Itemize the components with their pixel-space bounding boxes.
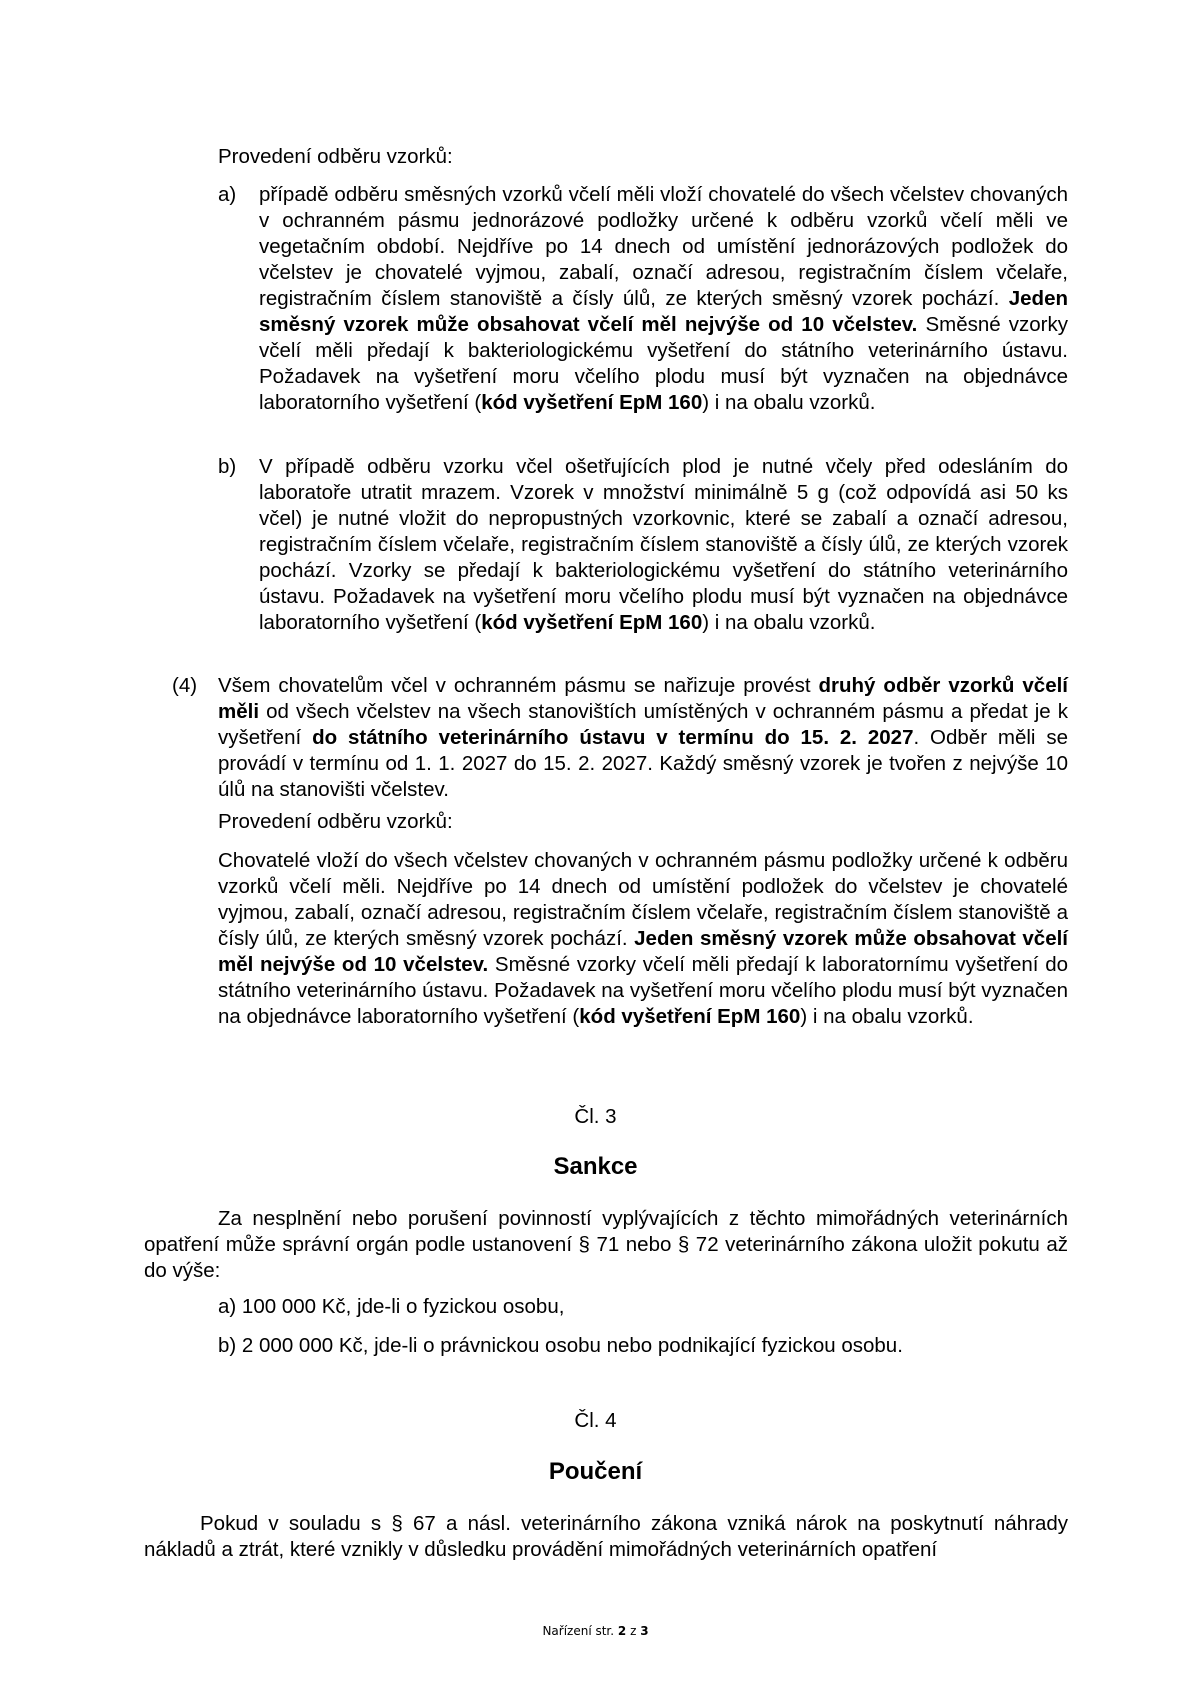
footer-page-total: 3 xyxy=(640,1624,649,1638)
article-3-item-a: a) 100 000 Kč, jde-li o fyzickou osobu, xyxy=(218,1295,565,1318)
article-3-title: Sankce xyxy=(553,1153,638,1180)
item-b-code: kód vyšetření EpM 160 xyxy=(481,611,703,634)
article-3-item-b: b) 2 000 000 Kč, jde-li o právnickou osobu nebo podnikající fyzickou osobu. xyxy=(218,1334,903,1357)
item-a-text-3: ) i na obalu vzorků. xyxy=(702,391,876,414)
para4-text-3: . Odběr měli se provádí v termínu od 1. 1. 2027 do 15. 2. 2027. Každý směsný vzorek je tvořen z nejvýše 10 úlů na stanovišti včelstev. xyxy=(218,726,1069,801)
footer-separator: z xyxy=(626,1624,641,1638)
footer-prefix: Nařízení str. xyxy=(542,1624,618,1638)
para4-detail-text-3: ) i na obalu vzorků. xyxy=(800,1005,974,1028)
item-b-text-2: ) i na obalu vzorků. xyxy=(702,611,876,634)
item-b-marker: b) xyxy=(218,455,237,478)
item-a-text-2: Směsné vzorky včelí měli předají k bakteriologickému vyšetření do státního veterinárního ústavu. Požadavek na vyšetření moru včelího plodu musí být vyznačen na objednávce laboratorního vyšetření ( xyxy=(259,313,1068,414)
para4-detail-text-2: Směsné vzorky včelí měli předají k laboratornímu vyšetření do státního veterinárního ústavu. Požadavek na vyšetření moru včelího plodu musí být vyznačen na objednávce laboratorního vyšetření ( xyxy=(218,953,1068,1028)
page-footer xyxy=(0,1624,1191,1638)
article-3-intro: Za nesplnění nebo porušení povinností vyplývajících z těchto mimořádných veterinárních opatření může správní orgán podle ustanovení § 71 nebo § 72 veterinárního zákona uložit pokutu až do výše: xyxy=(144,1207,1068,1282)
para4-detail-code: kód vyšetření EpM 160 xyxy=(579,1005,801,1028)
item-a-text xyxy=(259,182,1068,416)
article-4-number: Čl. 4 xyxy=(574,1409,617,1432)
item-b-text-1: V případě odběru vzorku včel ošetřujících plod je nutné včely před odesláním do laboratoře utratit mrazem. Vzorek v množství minimálně 5 g (což odpovídá asi 50 ks včel) je nutné vložit do nepropustných vzorkovnic, které se zabalí a označí adresou, registračním číslem včelaře, registračním číslem stanoviště a čísly úlů, ze kterých vzorek pochází. Vzorky se předají k bakteriologickému vyšetření do státního veterinárního ústavu. Požadavek na vyšetření moru včelího plodu musí být vyznačen na objednávce laboratorního vyšetření ( xyxy=(259,455,1068,634)
item-b-text xyxy=(259,454,1068,636)
item-a-code: kód vyšetření EpM 160 xyxy=(481,391,703,414)
article-4-title: Poučení xyxy=(548,1458,643,1485)
para4-bold-1: druhý odběr vzorků včelí měli xyxy=(218,674,1068,723)
item-a-text-1: případě odběru směsných vzorků včelí měli vloží chovatelé do všech včelstev chovaných v ochranném pásmu jednorázové podložky určené k odběru vzorků včelí měli ve vegetačním období. Nejdříve po 14 dnech od umístění jednorázových podložek do včelstev je chovatelé vyjmou, zabalí, označí adresou, registračním číslem včelaře, registračním číslem stanoviště a čísly úlů, ze kterých směsný vzorek pochází. xyxy=(259,183,1068,310)
para4-bold-2: do státního veterinárního ústavu v termínu do 15. 2. 2027 xyxy=(312,726,914,749)
para4-detail-bold-1: Jeden směsný vzorek může obsahovat včelí měl nejvýše od 10 včelstev. xyxy=(218,927,1068,976)
article-4-text: Pokud v souladu s § 67 a násl. veterinárního zákona vzniká nárok na poskytnutí náhrady nákladů a ztrát, které vznikly v důsledku provádění mimořádných veterinárních opatření xyxy=(144,1512,1068,1561)
intro-label: Provedení odběru vzorků: xyxy=(218,145,453,168)
footer-page-number: 2 xyxy=(617,1624,627,1638)
article-3-number: Čl. 3 xyxy=(574,1105,617,1128)
para4-text xyxy=(218,673,1068,803)
intro-label-2: Provedení odběru vzorků: xyxy=(218,810,453,833)
para4-text-2: od všech včelstev na všech stanovištích umístěných v ochranném pásmu a předat je k vyšetření xyxy=(218,700,1068,749)
para4-marker: (4) xyxy=(172,674,198,697)
para4-detail-text-1: Chovatelé vloží do všech včelstev chovaných v ochranném pásmu podložky určené k odběru vzorků včelí měli. Nejdříve po 14 dnech od umístění podložek do včelstev je chovatelé vyjmou, zabalí, označí adresou, registračním číslem včelaře, registračním číslem stanoviště a čísly úlů, ze kterých směsný vzorek pochází. xyxy=(218,849,1068,950)
para4-detail xyxy=(218,848,1068,1030)
item-a-marker: a) xyxy=(218,183,237,206)
para4-text-1: Všem chovatelům včel v ochranném pásmu se nařizuje provést xyxy=(218,674,819,697)
item-a-bold-1: Jeden směsný vzorek může obsahovat včelí měl nejvýše od 10 včelstev. xyxy=(259,287,1068,336)
